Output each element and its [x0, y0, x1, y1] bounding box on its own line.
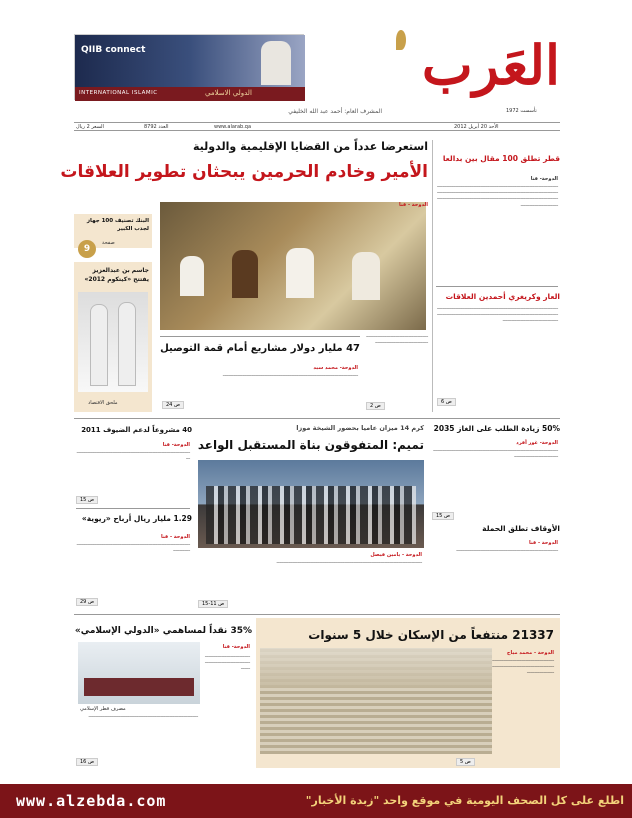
left-column [432, 140, 560, 412]
sidebar-promo-top[interactable] [74, 214, 152, 254]
row2-divider [74, 418, 560, 419]
masthead-logo [360, 30, 560, 100]
row2-right-divider [76, 508, 190, 509]
left-story1-body: ـــــــــــــــــــــــــــــــــــــــــــــــــــــــــــــــــــــــــــــــــــــــــــــــــــــــــــــــــــــــــــــــــــــــــــــــــــــــــــــــــــــــــــــــــــــــــــــــــــــــــــــــــــــــــــــــــــــــــــــــــــــــــــــــــــــــــــــــــــــــــــــــــــــــــــــــــــــــ [437, 184, 558, 208]
row2-right2-ref[interactable]: ص 29 [76, 598, 98, 606]
ad-bank-en: INTERNATIONAL ISLAMIC [79, 90, 158, 96]
left-story2-headline[interactable]: العار وكريغري أحمدين العلاقات [445, 292, 560, 301]
row3-dividend-byline: الدوحة- قنا [222, 644, 250, 650]
footer-slogan: اطلع على كل الصحف اليومية في موقع واحد "زبدة الأخبار" [305, 794, 624, 807]
row2-right-body: ـــــــــــــــــــــــــــــــــــــــــــــــــــــــــــــــــــــــــــــــــــــــــــ [76, 450, 190, 462]
footer-site[interactable]: www.alzebda.com [16, 792, 167, 810]
promo-page-label: صفحة [102, 240, 115, 246]
row3-dividend-headline[interactable]: 35% نقداً لمساهمي «الدولي الإسلامي» [74, 626, 252, 636]
left-story1-headline[interactable]: قطر تطلق 100 مقال بين بدالعا [442, 154, 560, 163]
caption-byline: الدوحة - قنا [399, 202, 428, 208]
mid-page-ref[interactable]: ص 24 [162, 401, 184, 409]
row3-housing-body: ـــــــــــــــــــــــــــــــــــــــــــــــــــــــــــــــــــــــــــــــــــــــــــــــــــــــــــــــــــــ [492, 658, 554, 676]
row2-left-headline[interactable]: 50% زيادة الطلب على الغاز 2035 [433, 424, 560, 433]
row2-right-column [74, 424, 192, 610]
promo-top-text: البنك تصنيف 100 جهاز لجذب الكبير [86, 218, 149, 232]
row2-center [196, 424, 424, 610]
row2-center-byline: الدوحة - يامين فيصل [370, 552, 422, 558]
row3-meeting-table [84, 678, 194, 696]
row2-left-ref[interactable]: ص 15 [432, 512, 454, 520]
left-divider [436, 286, 558, 287]
ad-brand: QIIB connect [81, 45, 146, 55]
row3-divider [74, 614, 560, 615]
promo-page-badge: 9 [78, 240, 96, 258]
row2-right-headline[interactable]: 40 مشروعاً لدعم الضيوف 2011 [81, 426, 192, 434]
row3-housing-box [256, 618, 560, 768]
supervisor-line: المشرف العام: أحمد عبد الله الخليفي [288, 108, 382, 115]
mid-headline[interactable]: 47 مليار دولار مشاريع أمام قمة التوصيل [160, 343, 360, 354]
promo-section: ملحق الاقتصاد [88, 400, 118, 406]
caption-body: ـــــــــــــــــــــــــــــــــــــــــــــــــــــــــــــــــــــــــــــــــــــــــ [366, 334, 428, 346]
info-site[interactable]: www.alarab.qa [214, 124, 252, 130]
ad-person [261, 41, 291, 85]
logo-flame-icon [396, 30, 406, 50]
mid-body: ـــــــــــــــــــــــــــــــــــــــــــــــــــــــــــــــــــــــــــــــــــــــــــــــــــــــــ [222, 373, 358, 378]
info-issue: العدد 8792 [144, 124, 169, 130]
row2-right2-body: ـــــــــــــــــــــــــــــــــــــــــــــــــــــــــــــــــــــــــــــــــــــــــــــــــــــ [76, 542, 190, 554]
sidebar-promo-bottom[interactable] [74, 262, 152, 412]
row2-center-kicker: كرم 14 ميزان عاميا بحضور الشيخة موزا [296, 424, 424, 432]
row2-right-ref[interactable]: ص 15 [76, 496, 98, 504]
row2-graduates [206, 486, 416, 544]
founded-label: تأسست 1972 [506, 108, 537, 114]
row3-dividend-ref[interactable]: ص 16 [76, 758, 98, 766]
row2-left-body: ـــــــــــــــــــــــــــــــــــــــــــــــــــــــــــــــــــــــــــــــــــــــــــــــــــــــــــــــــــــــــــــــــــ [433, 448, 558, 460]
row3-dividend-caption: مصرف قطر الإسلامي [80, 706, 126, 712]
info-price: السعر 2 ريال [76, 124, 104, 130]
info-bar [74, 122, 560, 131]
row3-dividend [74, 618, 252, 768]
row2-right2-headline[interactable]: 1.29 مليار ريال أرباح «ريوية» [81, 514, 192, 523]
row3-city-towers [260, 648, 492, 688]
caption-page-ref[interactable]: ص 2 [366, 402, 385, 410]
mid-story [160, 336, 360, 412]
main-headline[interactable]: الأمير وخادم الحرمين يبحثان تطوير العلاقات [60, 162, 428, 182]
row2-center-ref[interactable]: ص 11-15 [198, 600, 228, 608]
row2-left2-headline[interactable]: الأوقاف تطلق الحملة [482, 524, 560, 533]
logo-text: العَرب [421, 33, 560, 97]
advertisement-banner[interactable] [74, 34, 304, 100]
row2-right2-byline: الدوحة - قنا [161, 534, 190, 540]
row2-right-byline: الدوحة- قنا [162, 442, 190, 448]
row3-housing-ref[interactable]: ص 5 [456, 758, 475, 766]
row2-left2-body: ـــــــــــــــــــــــــــــــــــــــــــــــــــــــــــــــــــــــــــــــ [456, 548, 558, 553]
row2-center-headline[interactable]: تميم: المتفوقون بناة المستقبل الواعد [197, 438, 424, 452]
promo-photo [78, 292, 148, 392]
main-kicker: استعرضا عدداً من القضايا الإقليمية والدولية [193, 140, 428, 153]
row2-left-column [430, 424, 560, 584]
left-story2-body: ـــــــــــــــــــــــــــــــــــــــــــــــــــــــــــــــــــــــــــــــــــــــــــــــــــــــــــــــــــــــــــــــــــــــــــــــــــــــــــــــــــــــــــــــــــــــــــــــــــــــــــــــــــــــــــــــــــــــ [437, 306, 558, 324]
row2-center-body: ـــــــــــــــــــــــــــــــــــــــــــــــــــــــــــــــــــــــــــــــــــــــــــــــــــــــــــــــــ [276, 560, 422, 565]
footer-banner[interactable] [0, 784, 632, 818]
row3-dividend-body: ـــــــــــــــــــــــــــــــــــــــــــــــــــــــــــــــــــــــــــــ [204, 654, 250, 672]
caption-column [364, 202, 428, 412]
row3-dividend-body2: ـــــــــــــــــــــــــــــــــــــــــــــــــــــــــــــــــــــــــــــــــــــ [88, 714, 198, 719]
promo-figure-left [90, 304, 108, 386]
info-date: الأحد 20 أبريل 2012 [454, 124, 499, 130]
promo-bottom-text: جاسم بن عبدالعزيز يفتتح «كيتكوم 2012» [84, 267, 149, 283]
row2-left2-byline: الدوحة - قنا [529, 540, 558, 546]
left-page-ref[interactable]: ص 6 [437, 398, 456, 406]
row3-housing-byline: الدوحة - محمد مياح [506, 650, 554, 656]
mid-byline: الدوحة- محمد سيد [313, 365, 358, 371]
row2-left-byline: الدوحة- غور أفرد [516, 440, 558, 446]
promo-figure-right [118, 302, 136, 386]
row3-housing-headline[interactable]: 21337 منتفعاً من الإسكان خلال 5 سنوات [308, 628, 554, 642]
left-story1-byline: الدوحة- قنا [530, 176, 558, 182]
ad-bank-ar: الدولي الاسلامي [205, 89, 252, 97]
